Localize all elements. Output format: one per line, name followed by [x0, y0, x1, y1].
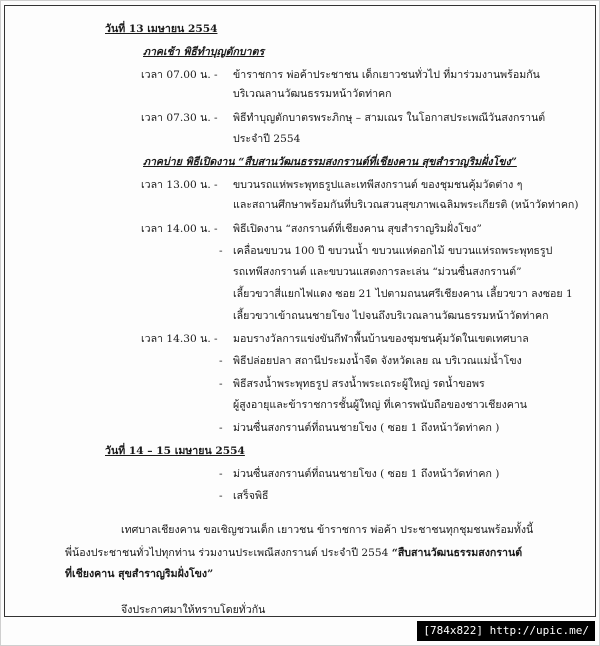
afternoon-text-3d: เลี้ยวขวาเข้าถนนชายโขง ไปจนถึงบริเวณลานวัฒนธรรมหน้าวัดท่าคก [233, 310, 549, 322]
afternoon-header [143, 155, 517, 170]
date1-header: วันที่ 13 เมษายน 2554 [105, 23, 218, 35]
morning-time-1: เวลา 07.00 น. - [141, 69, 218, 81]
afternoon-title: “สืบสานวัฒนธรรมสงกรานต์ที่เชียงคาน สุขสำราญริมฝั่งโขง” [234, 156, 517, 168]
day2-text-2: เสร็จพิธี [233, 490, 269, 502]
afternoon-dash-5: - [219, 355, 223, 367]
morning-time-2: เวลา 07.30 น. - [141, 112, 218, 124]
date2-header: วันที่ 14 – 15 เมษายน 2554 [105, 445, 245, 457]
afternoon-text-7: ม่วนซื่นสงกรานต์ที่ถนนชายโขง ( ซอย 1 ถึงหน้าวัดท่าคก ) [233, 422, 500, 434]
afternoon-time-2: เวลา 14.00 น. - [141, 223, 218, 235]
image-size-badge: [784x822] http://upic.me/ [417, 621, 595, 641]
morning-header: ภาคเช้า พิธีทำบุญตักบาตร [143, 46, 265, 58]
afternoon-dash-3: - [219, 245, 223, 257]
afternoon-dash-6: - [219, 378, 223, 390]
invite-line-1: เทศบาลเชียงคาน ขอเชิญชวนเด็ก เยาวชน ข้าราชการ พ่อค้า ประชาชนทุกชุมชนพร้อมทั้งนี้ [121, 524, 534, 536]
afternoon-text-3: เคลื่อนขบวน 100 ปี ขบวนน้ำ ขบวนแห่ดอกไม้ ขบวนแห่รถพระพุทธรูป [233, 245, 553, 257]
afternoon-text-4: มอบรางวัลการแข่งขันกีฬาพื้นบ้านของชุมชนคุ้มวัดในเขตเทศบาล [233, 333, 529, 345]
closing-line: จึงประกาศมาให้ทราบโดยทั่วกัน [121, 604, 266, 616]
day2-text-1: ม่วนซื่นสงกรานต์ที่ถนนชายโขง ( ซอย 1 ถึงหน้าวัดท่าคก ) [233, 468, 500, 480]
invite-line-2-bold: “สืบสานวัฒนธรรมสงกรานต์ [391, 547, 523, 559]
morning-text-1b: บริเวณลานวัฒนธรรมหน้าวัดท่าคก [233, 88, 392, 100]
day2-dash-1: - [219, 468, 223, 480]
day2-dash-2: - [219, 490, 223, 502]
afternoon-label: ภาคบ่าย พิธีเปิดงาน [143, 156, 235, 168]
morning-text-2b: ประจำปี 2554 [233, 133, 301, 145]
afternoon-text-2: พิธีเปิดงาน “สงกรานต์ที่เชียงคาน สุขสำราญริมฝั่งโขง” [233, 223, 482, 235]
afternoon-time-1: เวลา 13.00 น. - [141, 179, 218, 191]
morning-text-1: ข้าราชการ พ่อค้าประชาชน เด็กเยาวชนทั่วไป ที่มาร่วมงานพร้อมกัน [233, 69, 540, 81]
afternoon-dash-7: - [219, 422, 223, 434]
afternoon-time-4: เวลา 14.30 น. - [141, 333, 218, 345]
afternoon-text-1: ขบวนรถแห่พระพุทธรูปและเทพีสงกรานต์ ของชุมชนคุ้มวัดต่าง ๆ [233, 179, 523, 191]
afternoon-text-1b: และสถานศึกษาพร้อมกันที่บริเวณสวนสุขภาพเฉลิมพระเกียรติ (หน้าวัดท่าคก) [233, 199, 579, 211]
afternoon-text-5: พิธีปล่อยปลา สถานีประมงน้ำจืด จังหวัดเลย ณ บริเวณแม่น้ำโขง [233, 355, 522, 367]
afternoon-text-3b: รถเทพีสงกรานต์ และขบวนแสดงการละเล่น “ม่วนซื่นสงกรานต์” [233, 266, 522, 278]
invite-line-2-plain: พี่น้องประชาชนทั่วไปทุกท่าน ร่วมงานประเพณีสงกรานต์ ประจำปี 2554 [65, 547, 392, 559]
invite-line-3: ที่เชียงคาน สุขสำราญริมฝั่งโขง” [65, 568, 214, 580]
afternoon-text-6: พิธีสรงน้ำพระพุทธรูป สรงน้ำพระเถระผู้ใหญ่ รดน้ำขอพร [233, 378, 485, 390]
afternoon-text-6b: ผู้สูงอายุและข้าราชการชั้นผู้ใหญ่ ที่เคารพนับถือของชาวเชียงคาน [233, 399, 528, 411]
afternoon-text-3c: เลี้ยวขวาสี่แยกไฟแดง ซอย 21 ไปตามถนนศรีเชียงคาน เลี้ยวขวา ลงซอย 1 [233, 288, 573, 300]
morning-text-2: พิธีทำบุญตักบาตรพระภิกษุ – สามเณร ในโอกาสประเพณีวันสงกรานต์ [233, 112, 546, 124]
invite-line-2 [65, 546, 522, 561]
